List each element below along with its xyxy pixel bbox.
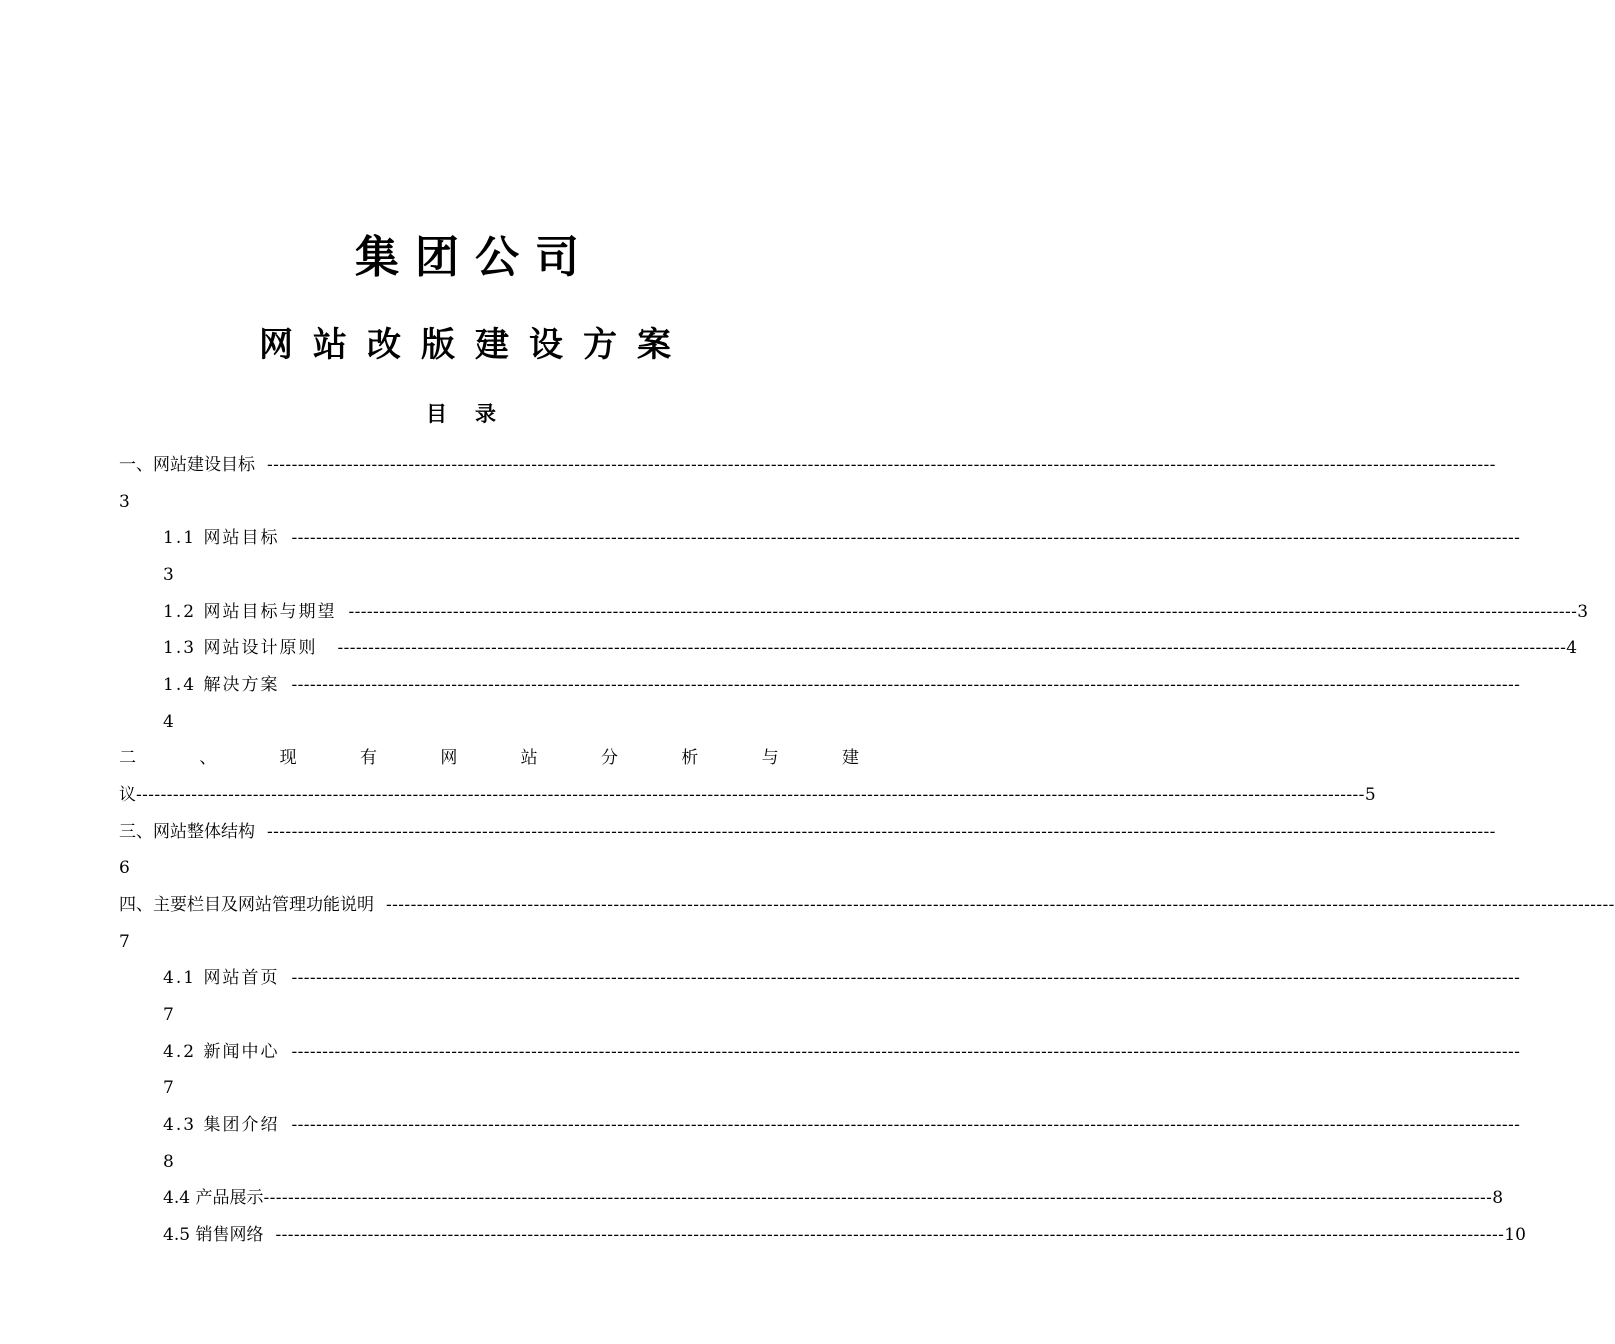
toc-leader: -------------------------------------------------------------------------------------------------------------------------------------------------------------------------------------------------------- [267, 455, 1496, 475]
toc-entry-1-3[interactable] [163, 633, 1578, 663]
toc-entry-char: 分 [600, 748, 618, 768]
toc-leader: -------------------------------------------------------------------------------------------------------------------------------------------------------------------------------------------------------- [291, 968, 1521, 988]
toc-entry-4-2[interactable] [163, 1037, 1521, 1067]
toc-entry-2[interactable] [119, 743, 859, 773]
toc-entry-4-4[interactable] [163, 1183, 1504, 1213]
toc-entry-page: 3 [1577, 602, 1589, 622]
toc-leader: -------------------------------------------------------------------------------------------------------------------------------------------------------------------------------------------------------- [386, 895, 1615, 915]
toc-entry-label: 4.4 产品展示 [163, 1188, 264, 1208]
toc-entry-1-4[interactable] [163, 670, 1521, 700]
toc-entry-page: 4 [163, 712, 174, 732]
toc-entry-label: 议 [119, 785, 136, 805]
toc-entry-page: 10 [1504, 1225, 1526, 1245]
toc-entry-page: 8 [163, 1152, 174, 1172]
toc-entry-4-3[interactable] [163, 1110, 1521, 1140]
toc-entry-label: 4.5 销售网络 [163, 1225, 264, 1245]
toc-entry-char: 建 [841, 748, 859, 768]
toc-entry-page: 6 [119, 858, 130, 878]
toc-entry-page: 8 [1492, 1188, 1504, 1208]
toc-entry-1-2[interactable] [163, 597, 1589, 627]
toc-entry-label: 一、网站建设目标 [119, 455, 255, 475]
toc-entry-2-cont[interactable] [119, 780, 1376, 810]
company-title: 集团公司 [355, 232, 595, 283]
toc-entry-char: 网 [440, 748, 458, 768]
toc-entry-page: 7 [163, 1005, 174, 1025]
toc-entry-page: 7 [119, 932, 130, 952]
toc-leader: -------------------------------------------------------------------------------------------------------------------------------------------------------------------------------------------------------- [291, 528, 1521, 548]
toc-entry-label: 4.1 网站首页 [163, 968, 280, 988]
toc-entry-label: 4.3 集团介绍 [163, 1115, 280, 1135]
toc-entry-char: 与 [761, 748, 779, 768]
toc-entry-char: 站 [520, 748, 538, 768]
toc-entry-page: 7 [163, 1078, 174, 1098]
toc-leader: -------------------------------------------------------------------------------------------------------------------------------------------------------------------------------------------------------- [263, 1188, 1493, 1208]
toc-leader: -------------------------------------------------------------------------------------------------------------------------------------------------------------------------------------------------------- [267, 822, 1496, 842]
toc-entry-4-1[interactable] [163, 963, 1521, 993]
toc-leader: -------------------------------------------------------------------------------------------------------------------------------------------------------------------------------------------------------- [348, 602, 1578, 622]
toc-entry-label: 1.2 网站目标与期望 [163, 602, 337, 622]
toc-entry-page: 3 [163, 565, 174, 585]
toc-entry-char: 二 [119, 748, 136, 768]
toc-leader: -------------------------------------------------------------------------------------------------------------------------------------------------------------------------------------------------------- [275, 1225, 1505, 1245]
toc-entry-label: 4.2 新闻中心 [163, 1042, 280, 1062]
toc-entry-label: 1.3 网站设计原则 [163, 638, 318, 658]
toc-leader: -------------------------------------------------------------------------------------------------------------------------------------------------------------------------------------------------------- [291, 675, 1521, 695]
toc-entry-1-1[interactable] [163, 523, 1521, 553]
toc-entry-page: 3 [119, 492, 130, 512]
toc-entry-label: 四、主要栏目及网站管理功能说明 [119, 895, 374, 915]
toc-leader: -------------------------------------------------------------------------------------------------------------------------------------------------------------------------------------------------------- [291, 1042, 1521, 1062]
toc-entry-label: 三、网站整体结构 [119, 822, 255, 842]
toc-entry-3[interactable] [119, 817, 1496, 847]
toc-entry-label: 1.4 解决方案 [163, 675, 280, 695]
document-subtitle: 网站改版建设方案 [259, 325, 691, 365]
toc-entry-4-5[interactable] [163, 1220, 1526, 1250]
toc-entry-page: 4 [1566, 638, 1578, 658]
toc-entry-char: 现 [279, 748, 297, 768]
toc-leader: -------------------------------------------------------------------------------------------------------------------------------------------------------------------------------------------------------- [136, 785, 1365, 805]
toc-entry-1[interactable] [119, 450, 1496, 480]
toc-leader: -------------------------------------------------------------------------------------------------------------------------------------------------------------------------------------------------------- [291, 1115, 1521, 1135]
toc-leader: -------------------------------------------------------------------------------------------------------------------------------------------------------------------------------------------------------- [337, 638, 1567, 658]
toc-entry-char: 析 [681, 748, 699, 768]
toc-entry-4[interactable] [119, 890, 1615, 920]
toc-entry-page: 5 [1364, 785, 1376, 805]
toc-entry-char: 有 [359, 748, 377, 768]
toc-entry-label: 1.1 网站目标 [163, 528, 280, 548]
toc-entry-char: 、 [199, 748, 217, 768]
toc-heading: 目录 [426, 402, 524, 426]
